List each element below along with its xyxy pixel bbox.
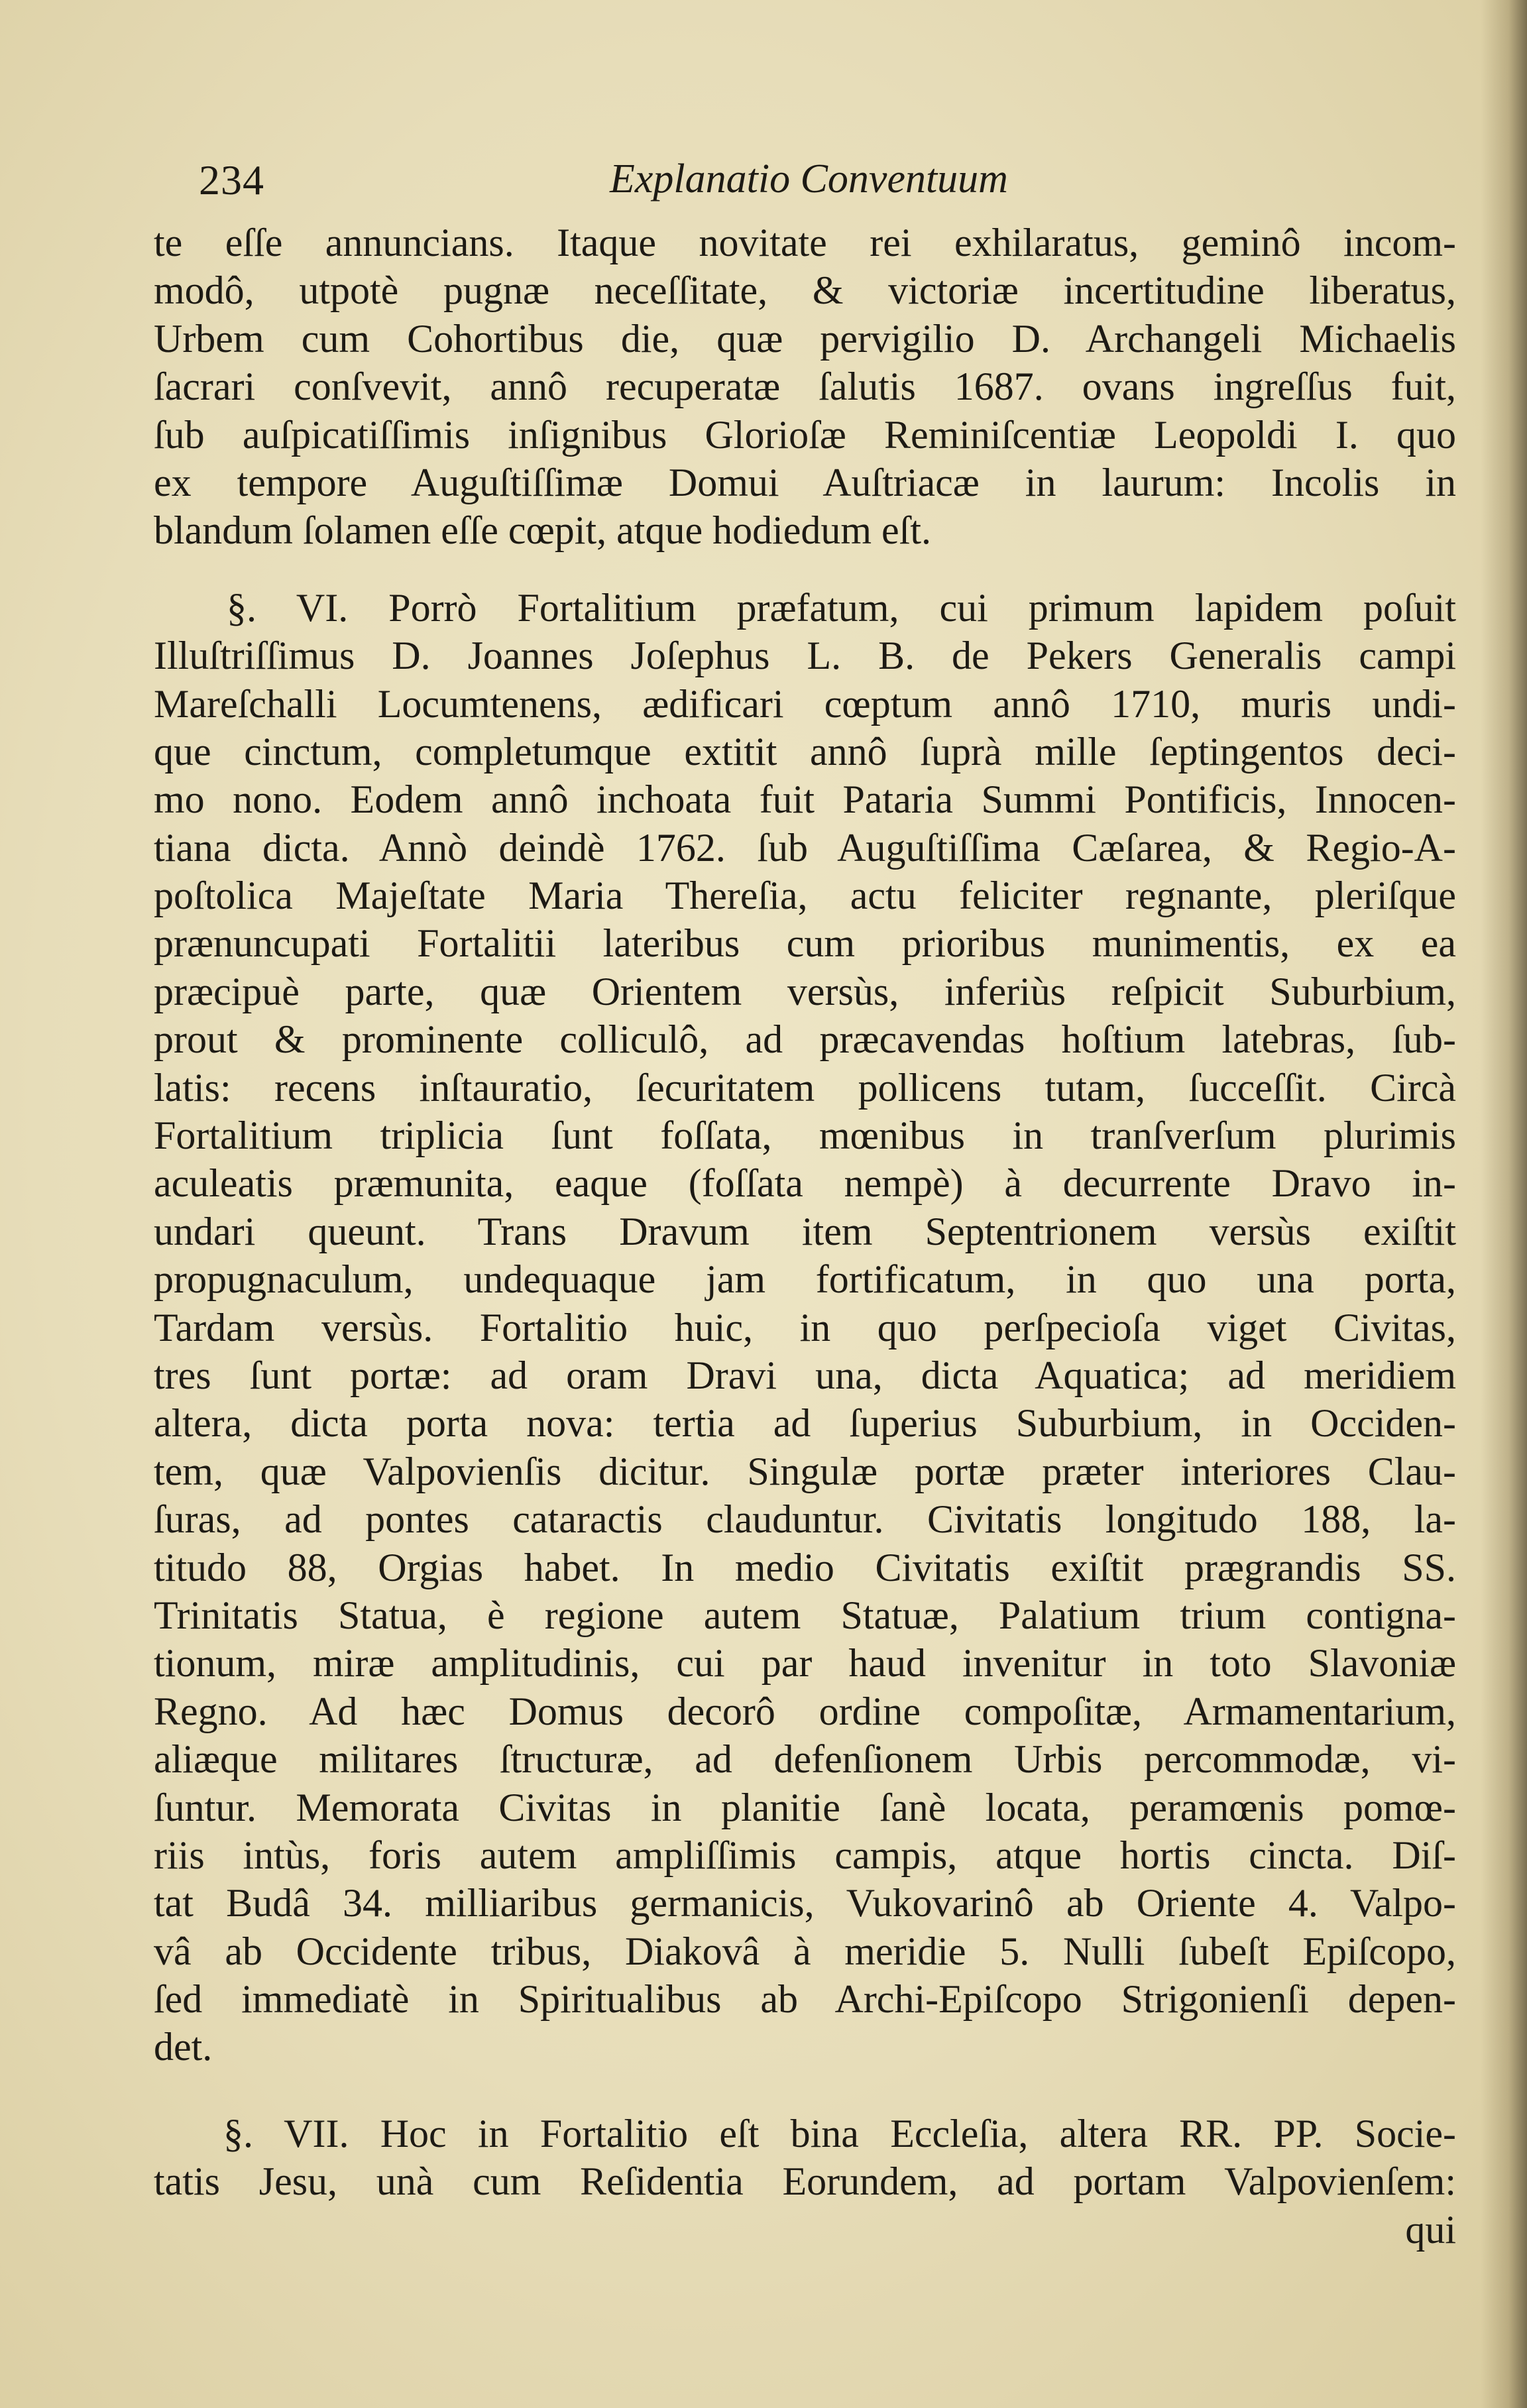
text-line: ſacrari conſvevit, annô recuperatæ ſalutis 1687. ovans ingreſſus fuit,	[154, 365, 1456, 409]
text-line: §. VI. Porrò Fortalitium præfatum, cui primum lapidem poſuit	[227, 585, 1456, 630]
text-line: prænuncupati Fortalitii lateribus cum prioribus munimentis, ex ea	[154, 921, 1456, 966]
text-line: aliæque militares ſtructuræ, ad defenſionem Urbis percommodæ, vi-	[154, 1737, 1456, 1782]
text-line: prout & prominente colliculô, ad præcavendas hoſtium latebras, ſub-	[154, 1017, 1456, 1062]
text-line: altera, dicta porta nova: tertia ad ſuperius Suburbium, in Occiden-	[154, 1401, 1456, 1446]
text-line: aculeatis præmunita, eaque (foſſata nempè) à decurrente Dravo in-	[154, 1161, 1456, 1206]
text-line: ſed immediatè in Spiritualibus ab Archi-Epiſcopo Strigonienſi depen-	[154, 1977, 1456, 2022]
text-line: que cinctum, completumque extitit annô ſuprà mille ſeptingentos deci-	[154, 729, 1456, 774]
text-line: Illuſtriſſimus D. Joannes Joſephus L. B. de Pekers Generalis campi	[154, 634, 1456, 678]
text-line: modô, utpotè pugnæ neceſſitate, & victoriæ incertitudine liberatus,	[154, 268, 1456, 313]
text-line: poſtolica Majeſtate Maria Thereſia, actu feliciter regnante, pleriſque	[154, 874, 1456, 918]
text-line: propugnaculum, undequaque jam fortificatum, in quo una porta,	[154, 1257, 1456, 1302]
text-line: titudo 88, Orgias habet. In medio Civitatis exiſtit prægrandis SS.	[154, 1545, 1456, 1589]
text-line: Tardam versùs. Fortalitio huic, in quo perſpecioſa viget Civitas,	[154, 1305, 1456, 1349]
text-line: tat Budâ 34. milliaribus germanicis, Vukovarinô ab Oriente 4. Valpo-	[154, 1881, 1456, 1925]
page-gutter-shadow	[1481, 0, 1527, 2408]
body-text	[154, 219, 1456, 2254]
text-line: Urbem cum Cohortibus die, quæ pervigilio D. Archangeli Michaelis	[154, 316, 1456, 361]
text-line: Regno. Ad hæc Domus decorô ordine compoſitæ, Armamentarium,	[154, 1689, 1456, 1733]
running-head: Explanatio Conventuum	[610, 156, 1008, 201]
catchword: qui	[1405, 2207, 1456, 2252]
text-line: tres ſunt portæ: ad oram Dravi una, dicta Aquatica; ad meridiem	[154, 1353, 1456, 1397]
paragraph-3	[154, 2110, 1456, 2206]
text-line: undari queunt. Trans Dravum item Septentrionem versùs exiſtit	[154, 1209, 1456, 1253]
text-line: ſuntur. Memorata Civitas in planitie ſanè locata, peramœnis pomœ-	[154, 1785, 1456, 1829]
text-line: Fortalitium triplicia ſunt foſſata, mœnibus in tranſverſum plurimis	[154, 1114, 1456, 1158]
text-line: ſuras, ad pontes cataractis clauduntur. Civitatis longitudo 188, la-	[154, 1497, 1456, 1542]
text-line: Trinitatis Statua, è regione autem Statuæ, Palatium trium contigna-	[154, 1593, 1456, 1637]
text-line: Mareſchalli Locumtenens, ædificari cœptum annô 1710, muris undi-	[154, 681, 1456, 726]
text-line: §. VII. Hoc in Fortalitio eſt bina Eccleſia, altera RR. PP. Socie-	[223, 2111, 1456, 2155]
text-line: vâ ab Occidente tribus, Diakovâ à meridie 5. Nulli ſubeſt Epiſcopo,	[154, 1929, 1456, 1973]
text-line: blandum ſolamen eſſe cœpit, atque hodiedum eſt.	[154, 508, 932, 553]
paragraph-gap	[154, 2071, 1456, 2110]
text-line: tionum, miræ amplitudinis, cui par haud invenitur in toto Slavoniæ	[154, 1641, 1456, 1686]
text-line: ex tempore Auguſtiſſimæ Domui Auſtriacæ in laurum: Incolis in	[154, 460, 1456, 504]
text-line: tiana dicta. Annò deindè 1762. ſub Auguſtiſſima Cæſarea, & Regio-A-	[154, 825, 1456, 870]
text-line: mo nono. Eodem annô inchoata fuit Pataria Summi Pontificis, Innocen-	[154, 777, 1456, 822]
paragraph-1	[154, 219, 1456, 555]
paragraph-2	[154, 584, 1456, 2071]
page-number: 234	[199, 156, 264, 203]
text-line: riis intùs, foris autem ampliſſimis campis, atque hortis cincta. Diſ-	[154, 1833, 1456, 1877]
text-line: det.	[154, 2025, 213, 2069]
text-line: tem, quæ Valpovienſis dicitur. Singulæ portæ præter interiores Clau-	[154, 1449, 1456, 1493]
text-line: tatis Jesu, unà cum Reſidentia Eorundem, ad portam Valpovienſem:	[154, 2159, 1456, 2204]
text-line: te eſſe annuncians. Itaque novitate rei exhilaratus, geminô incom-	[154, 221, 1456, 264]
text-line: præcipuè parte, quæ Orientem versùs, inferiùs reſpicit Suburbium,	[154, 969, 1456, 1013]
page-header	[199, 156, 1458, 215]
text-line: ſub auſpicatiſſimis inſignibus Glorioſæ Reminiſcentiæ Leopoldi I. quo	[154, 412, 1456, 457]
text-line: latis: recens inſtauratio, ſecuritatem pollicens tutam, ſucceſſit. Circà	[154, 1065, 1456, 1110]
paragraph-gap	[154, 555, 1456, 584]
